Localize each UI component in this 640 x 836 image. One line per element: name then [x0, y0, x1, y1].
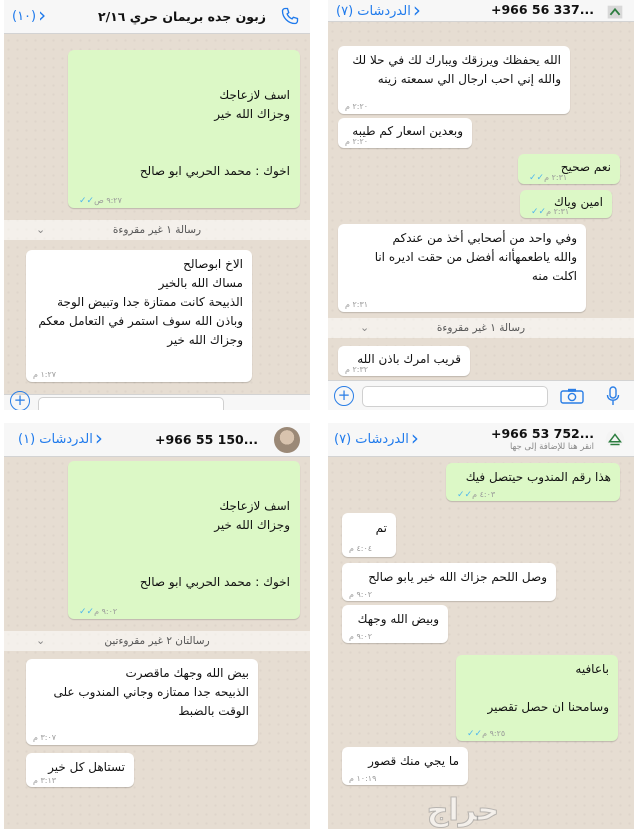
- message-line: وفي واحد من أصحابي أخذ من عندكم: [392, 231, 577, 245]
- haraj-watermark-logo: [405, 790, 521, 828]
- message-time: ٤:٠٤ م: [349, 544, 373, 553]
- message-bubble-incoming[interactable]: [342, 605, 448, 643]
- message-line: وبعدين اسعار كم طيبه: [352, 124, 463, 138]
- message-time: ٢:٣٢ م: [345, 365, 369, 374]
- phone-icon[interactable]: [280, 6, 300, 26]
- message-line: اسف لازعاجك: [219, 499, 290, 513]
- message-line: بيض الله وجهك ماقصرت: [125, 666, 249, 680]
- contact-avatar-logo[interactable]: [604, 2, 626, 24]
- chat-header: [4, 423, 310, 457]
- message-line: الاخ ابوصالح: [183, 257, 243, 271]
- message-line: الله يحفظك ويرزقك ويبارك لك في حلا لك: [352, 53, 561, 67]
- chevron-left-icon: ‹: [412, 0, 421, 22]
- chevron-left-icon: ‹: [38, 3, 47, 27]
- chevron-down-icon: ⌄: [360, 321, 370, 334]
- message-time: ٣:٠٧ م: [33, 733, 57, 742]
- message-time: ٣:١٣ م: [33, 776, 57, 785]
- message-bubble-outgoing[interactable]: [68, 50, 300, 208]
- contact-name[interactable]: +966 53 752...: [490, 426, 594, 441]
- message-line: امين وياك: [553, 195, 603, 209]
- message-line: ما يجي منك قصور: [368, 754, 459, 768]
- message-time: ٩:٠٢ م: [349, 632, 373, 641]
- read-receipt-icon: ✓✓: [457, 490, 473, 500]
- contact-name[interactable]: +966 55 150...: [154, 432, 258, 447]
- message-bubble-incoming[interactable]: [342, 513, 396, 557]
- message-line: اسف لازعاجك: [219, 88, 290, 102]
- contact-name[interactable]: زبون جده بريمان حري ٢/١٦: [97, 9, 266, 24]
- message-time: ✓✓٩:٢٧ ص: [79, 196, 122, 206]
- message-bubble-incoming[interactable]: [338, 46, 570, 114]
- message-line: تستاهل كل خير: [48, 760, 125, 774]
- back-button[interactable]: ‹الدردشات (٧): [336, 0, 421, 22]
- message-line: وجزاك الله خير: [214, 107, 290, 121]
- message-line: وسامحنا ان حصل تقصير: [487, 700, 609, 714]
- read-receipt-icon: ✓✓: [467, 729, 483, 739]
- message-bubble-incoming[interactable]: [338, 118, 472, 148]
- plus-icon[interactable]: +: [10, 391, 30, 410]
- message-time: ٢:٣١ م: [345, 300, 369, 309]
- message-time: ٢:٢٠ م: [345, 102, 369, 111]
- message-line: تم: [375, 521, 387, 535]
- message-line: قريب امرك باذن الله: [357, 352, 461, 366]
- read-receipt-icon: ✓✓: [79, 196, 95, 206]
- chevron-down-icon: ⌄: [36, 634, 46, 647]
- message-bubble-outgoing[interactable]: [518, 154, 620, 184]
- message-line: الذبيحة كانت ممتازة جدا وتبيض الوجة: [57, 295, 243, 309]
- chat-panel-top-left: [4, 0, 310, 410]
- chevron-down-icon: ⌄: [36, 223, 46, 236]
- message-time: ٢:٢٠ م: [345, 137, 369, 146]
- contact-name[interactable]: +966 56 337...: [490, 2, 594, 17]
- microphone-icon[interactable]: [606, 386, 620, 406]
- chat-header: [328, 0, 634, 22]
- back-button[interactable]: ‹الدردشات (١): [18, 426, 103, 450]
- input-bar: [328, 380, 634, 410]
- message-time: ✓✓٢:٣١ م: [531, 207, 570, 217]
- unread-messages-divider: ⌄ رسالتان ٢ غير مقروءتين: [4, 631, 310, 651]
- message-line: اخوك : محمد الحربي ابو صالح: [139, 575, 290, 589]
- back-button[interactable]: ‹(١٠): [12, 3, 47, 27]
- message-bubble-incoming[interactable]: [26, 659, 258, 745]
- message-line: اخوك : محمد الحربي ابو صالح: [139, 164, 290, 178]
- message-bubble-outgoing[interactable]: [520, 190, 612, 218]
- message-bubble-outgoing[interactable]: [446, 463, 620, 501]
- message-line: اكلت منه: [531, 269, 577, 283]
- back-button[interactable]: ‹الدردشات (٧): [334, 426, 419, 450]
- message-bubble-incoming[interactable]: [342, 563, 556, 601]
- message-line: باعافيه: [575, 662, 609, 676]
- message-time: ٩:٠٢ م: [349, 590, 373, 599]
- chat-panel-top-right: [328, 0, 634, 410]
- message-line: وصل اللحم جزاك الله خير يابو صالح: [368, 570, 547, 584]
- input-bar: [4, 391, 310, 410]
- message-time: ✓✓٢:٣١ م: [529, 173, 568, 183]
- camera-icon[interactable]: [560, 388, 584, 404]
- chat-panel-bottom-left: [4, 423, 310, 829]
- plus-icon[interactable]: +: [334, 386, 354, 406]
- unread-messages-divider: ⌄ رسالة ١ غير مقروءة: [4, 220, 310, 240]
- message-line: نعم صحيح: [560, 160, 611, 174]
- message-line: الذبيحه جدا ممتازه وجاني المندوب على: [53, 685, 249, 699]
- message-bubble-outgoing[interactable]: [456, 655, 618, 741]
- read-receipt-icon: ✓✓: [79, 607, 95, 617]
- message-bubble-outgoing[interactable]: [68, 461, 300, 619]
- message-line: هذا رقم المندوب حيتصل فيك: [465, 470, 611, 484]
- message-time: ✓✓٩:٢٥ م: [467, 729, 506, 739]
- unread-messages-divider: ⌄ رسالة ١ غير مقروءة: [328, 318, 634, 338]
- message-line: وجزاك الله خير: [214, 518, 290, 532]
- chat-header: [328, 423, 634, 457]
- message-line: وبيض الله وجهك: [357, 612, 439, 626]
- read-receipt-icon: ✓✓: [529, 173, 545, 183]
- message-bubble-incoming[interactable]: [26, 753, 134, 787]
- message-line: وجزاك الله خير: [167, 333, 243, 347]
- message-bubble-incoming[interactable]: [26, 250, 252, 382]
- message-bubble-incoming[interactable]: [342, 747, 468, 785]
- message-line: والله إني احب ارجال الي سمعته زينه: [377, 72, 561, 86]
- chat-panel-bottom-right: [328, 423, 634, 829]
- message-bubble-incoming[interactable]: [338, 224, 586, 312]
- message-time: ✓✓٩:٠٢ م: [79, 607, 118, 617]
- svg-text:حراج: حراج: [426, 793, 500, 828]
- message-time: ١:٢٧ م: [33, 370, 57, 379]
- tap-to-add-contact-hint[interactable]: انقر هنا للإضافة إلى جها: [509, 442, 594, 452]
- message-line: والله ياطعمهأانه أفضل من حقت اديره انا: [374, 250, 577, 264]
- chevron-left-icon: ‹: [94, 426, 103, 450]
- message-bubble-incoming[interactable]: [338, 346, 470, 376]
- message-line: وباذن الله سوف استمر في التعامل معكم: [38, 314, 243, 328]
- message-input[interactable]: [38, 397, 224, 410]
- chat-header: [4, 0, 310, 34]
- message-time: ١٠:١٩ م: [349, 774, 377, 783]
- contact-avatar[interactable]: [274, 427, 300, 453]
- message-line: مساك الله بالخير: [158, 276, 243, 290]
- contact-avatar-logo[interactable]: [604, 428, 626, 450]
- message-input[interactable]: [362, 386, 548, 407]
- message-line: الوقت بالضبط: [178, 704, 249, 718]
- message-time: ✓✓٤:٠٣ م: [457, 490, 496, 500]
- read-receipt-icon: ✓✓: [531, 207, 547, 217]
- chevron-left-icon: ‹: [410, 426, 419, 450]
